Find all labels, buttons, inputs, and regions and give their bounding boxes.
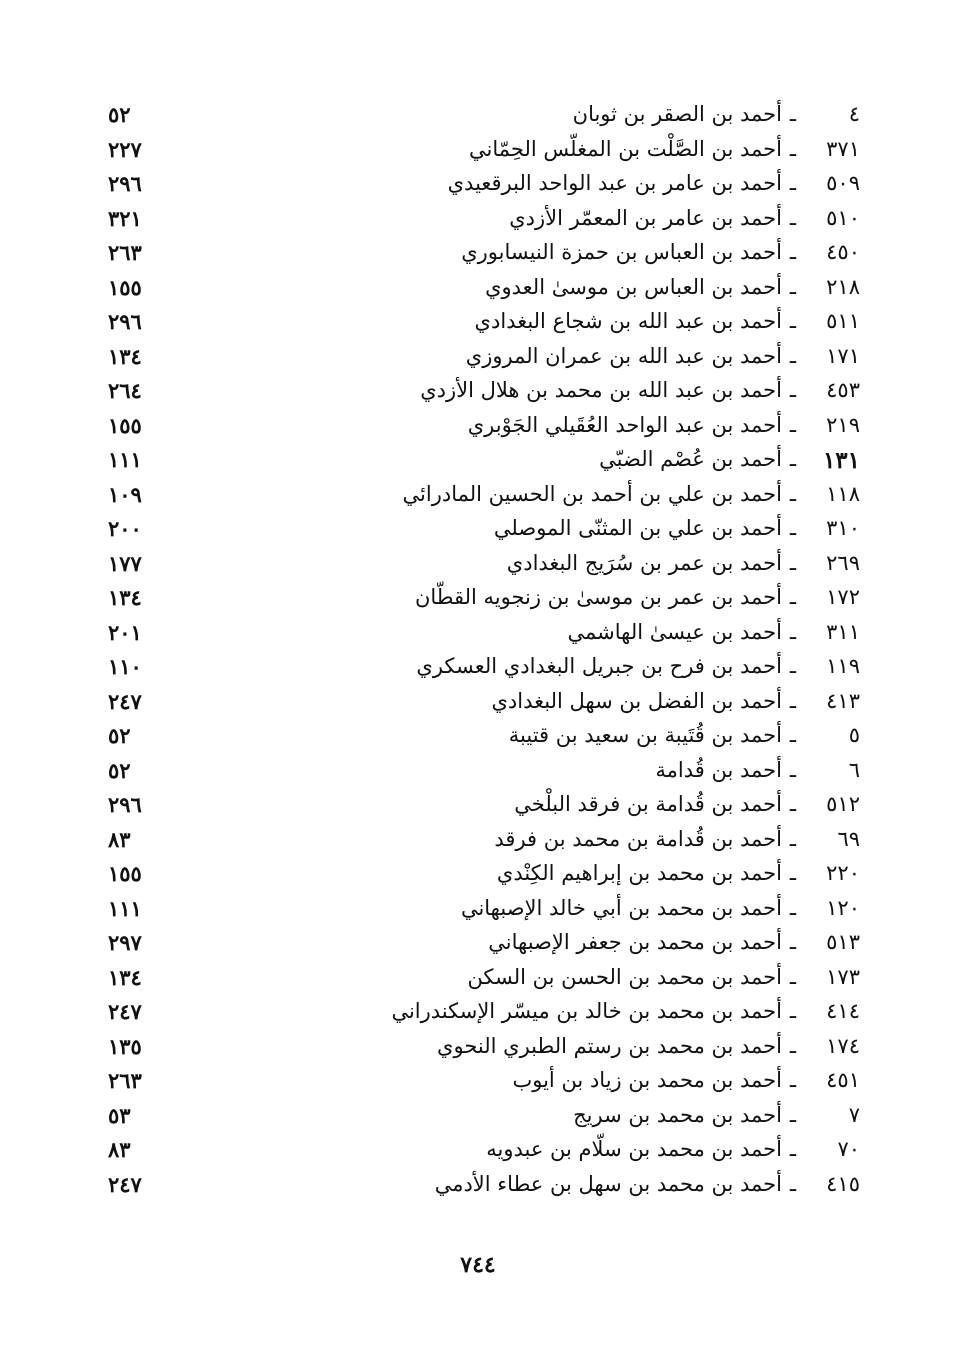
entry-number: ٤٥١ [826,1068,860,1092]
entry-page: ٥٢ [108,757,131,783]
entry-dash: ـ [789,757,797,782]
entry-number: ٤٥٠ [826,240,860,264]
entry-name: أحمد بن محمد بن سريج [573,1102,782,1127]
index-entry [60,928,860,963]
entry-dash: ـ [789,654,797,678]
index-entry [60,480,860,515]
index-entry [60,1101,860,1136]
entry-dash: ـ [789,309,797,333]
entry-number: ١٧٤ [826,1033,860,1058]
entry-name: أحمد بن محمد بن خالد بن ميسّر الإسكندراني [391,999,782,1023]
entry-page: ٢٤٧ [108,688,142,714]
entry-dash: ـ [789,550,797,575]
entry-page: ١١١ [108,895,142,921]
index-entry [60,204,860,239]
entry-number: ٤١٣ [826,688,860,713]
entry-number: ١٧٢ [826,585,860,609]
index-entry [60,549,860,584]
entry-number: ٢١٩ [826,412,860,437]
entry-dash: ـ [789,585,797,609]
index-entry [60,100,860,135]
entry-name: أحمد بن محمد بن إبراهيم الكِنْدي [496,861,782,885]
entry-dash: ـ [789,1102,797,1127]
entry-page: ٢٠١ [108,619,142,645]
index-entry [60,721,860,756]
entry-number: ٧ [848,1102,860,1127]
entry-page: ١٠٩ [108,481,142,507]
entry-number: ٢٢٠ [826,861,860,885]
entry-page: ٢٠٠ [108,516,142,541]
entry-name: أحمد بن الفضل بن سهل البغدادي [491,688,782,713]
entry-dash: ـ [789,826,797,851]
entry-dash: ـ [789,930,797,954]
entry-dash: ـ [789,447,797,471]
entry-name: أحمد بن عبد الله بن شجاع البغدادي [474,309,782,333]
entry-page: ٢٦٣ [108,1068,142,1093]
entry-page: ٢٦٣ [108,240,142,265]
entry-name: أحمد بن علي بن المثنّى الموصلي [493,516,782,540]
entry-dash: ـ [789,240,797,264]
entry-dash: ـ [789,136,797,161]
entry-name: أحمد بن محمد بن الحسن بن السكن [467,964,782,989]
entry-number: ١٧٣ [826,964,860,989]
entry-name: أحمد بن عامر بن عبد الواحد البرقعيدي [447,171,782,195]
entry-name: أحمد بن قُدامة بن محمد بن فرقد [494,826,782,851]
entry-page: ١٣٥ [108,1033,142,1059]
entry-name: أحمد بن عامر بن المعمّر الأزدي [509,205,782,230]
entry-page: ١٥٥ [108,274,142,300]
index-entry [60,411,860,446]
entry-page: ٢٩٦ [108,792,142,817]
entry-name: أحمد بن فرح بن جبريل البغدادي العسكري [416,654,782,678]
index-entry [60,652,860,687]
entry-name: أحمد بن الصَّلْت بن المغلّس الحِمّاني [469,136,782,161]
entry-number: ٥ [848,723,860,747]
entry-dash: ـ [789,688,797,713]
entry-number: ٥١٣ [826,930,860,954]
entry-dash: ـ [789,378,797,402]
index-entry [60,169,860,204]
entry-number: ٦ [848,757,860,782]
entry-dash: ـ [789,516,797,540]
entry-name: أحمد بن عبد الله بن عمران المروزي [465,343,782,368]
entry-name: أحمد بن محمد بن سهل بن عطاء الأدمي [434,1171,782,1196]
entry-name: أحمد بن علي بن أحمد بن الحسين المادرائي [402,481,782,506]
entry-page: ١٥٥ [108,861,142,886]
entry-name: أحمد بن العباس بن موسىٰ العدوي [485,274,782,299]
entry-page: ٥٢ [108,723,131,748]
entry-page: ٢٦٤ [108,378,142,403]
entry-page: ١١١ [108,447,142,472]
entry-name: أحمد بن محمد بن جعفر الإصبهاني [488,930,782,954]
entry-name: أحمد بن الصقر بن ثوبان [572,102,782,126]
entry-dash: ـ [789,412,797,437]
index-entry [60,1170,860,1205]
index-entry [60,376,860,411]
index-entry [60,825,860,860]
index-entry [60,997,860,1032]
index-entry [60,514,860,549]
entry-number: ٤١٥ [826,1171,860,1196]
entry-number: ٦٩ [837,826,860,851]
entry-number: ٢٦٩ [826,550,860,575]
entry-page: ٥٢ [108,102,131,127]
entry-name: أحمد بن قُدامة [655,757,782,782]
index-entry [60,1066,860,1101]
entry-name: أحمد بن عُصْم الضبّي [599,447,782,471]
entry-dash: ـ [789,481,797,506]
index-entry [60,618,860,653]
entry-dash: ـ [789,102,797,126]
index-entry [60,342,860,377]
entry-number: ٧٠ [837,1137,860,1161]
index-entry [60,790,860,825]
index-entry [60,445,860,480]
index-entry [60,238,860,273]
entry-dash: ـ [789,205,797,230]
entry-dash: ـ [789,274,797,299]
entry-name: أحمد بن قُتَيبة بن سعيد بن قتيبة [508,723,782,747]
entry-page: ٢٩٦ [108,309,142,334]
entry-number: ٤٥٣ [826,378,860,402]
entry-dash: ـ [789,792,797,816]
entry-number: ٣٧١ [826,136,860,161]
entry-number: ٣١٠ [826,516,860,540]
entry-dash: ـ [789,723,797,747]
entry-number: ٣١١ [826,619,860,644]
entry-number: ٥١٢ [826,792,860,816]
entry-name: أحمد بن محمد بن سلّام بن عبدويه [486,1137,782,1161]
entry-page: ٢٢٧ [108,136,142,162]
entry-name: أحمد بن عيسىٰ الهاشمي [567,619,782,644]
entry-page: ١٣٤ [108,964,142,990]
entry-name: أحمد بن عبد الله بن محمد بن هلال الأزدي [420,378,782,402]
entry-page: ٣٢١ [108,205,142,231]
entry-number: ٥١١ [826,309,860,333]
index-entry [60,583,860,618]
entry-number: ٥١٠ [826,205,860,230]
entry-dash: ـ [789,619,797,644]
index-entry [60,1135,860,1170]
index-entry [60,687,860,722]
entry-dash: ـ [789,964,797,989]
entry-dash: ـ [789,1068,797,1092]
entry-dash: ـ [789,999,797,1023]
entry-page: ٨٣ [108,826,131,852]
entry-page: ٢٤٧ [108,1171,142,1197]
index-entry [60,894,860,929]
entry-number: ٢١٨ [826,274,860,299]
entry-dash: ـ [789,1171,797,1196]
entry-dash: ـ [789,343,797,368]
entry-number: ٤١٤ [826,999,860,1023]
entry-page: ١٥٥ [108,412,142,438]
index-entry [60,1032,860,1067]
entry-page: ٨٣ [108,1137,131,1162]
entry-dash: ـ [789,895,797,920]
index-entry [60,963,860,998]
entry-name: أحمد بن عمر بن سُرَيج البغدادي [506,550,782,575]
entry-name: أحمد بن محمد بن زياد بن أيوب [512,1068,782,1092]
entry-dash: ـ [789,1033,797,1058]
entry-number: ١١٨ [826,481,860,506]
entry-page: ١٣٤ [108,343,142,369]
entry-number: ١١٩ [826,654,860,678]
entry-number: ١٧١ [826,343,860,368]
entry-page: ٢٩٧ [108,930,142,955]
entry-name: أحمد بن قُدامة بن فرقد البلْخي [514,792,782,816]
entry-dash: ـ [789,861,797,885]
entry-page: ١٣٤ [108,585,142,610]
entry-dash: ـ [789,171,797,195]
index-entry [60,273,860,308]
index-entry [60,307,860,342]
index-list [60,100,860,1204]
entry-dash: ـ [789,1137,797,1161]
entry-name: أحمد بن العباس بن حمزة النيسابوري [461,240,782,264]
entry-page: ١١٠ [108,654,142,679]
entry-name: أحمد بن محمد بن أبي خالد الإصبهاني [460,895,782,920]
entry-name: أحمد بن عبد الواحد العُقَيلي الجَوْبري [467,412,782,437]
entry-number: ٥٠٩ [826,171,860,195]
entry-page: ٢٩٦ [108,171,142,196]
entry-name: أحمد بن عمر بن موسىٰ بن زنجويه القطّان [414,585,782,609]
entry-number: ٤ [848,102,860,126]
page-number: ٧٤٤ [460,1252,496,1278]
entry-page: ٥٣ [108,1102,131,1128]
index-entry [60,135,860,170]
entry-page: ١٧٧ [108,550,142,576]
index-entry [60,756,860,791]
entry-number: ١٣١ [822,447,860,474]
entry-number: ١٢٠ [826,895,860,920]
index-entry [60,859,860,894]
entry-page: ٢٤٧ [108,999,142,1024]
entry-name: أحمد بن محمد بن رستم الطبري النحوي [437,1033,782,1058]
